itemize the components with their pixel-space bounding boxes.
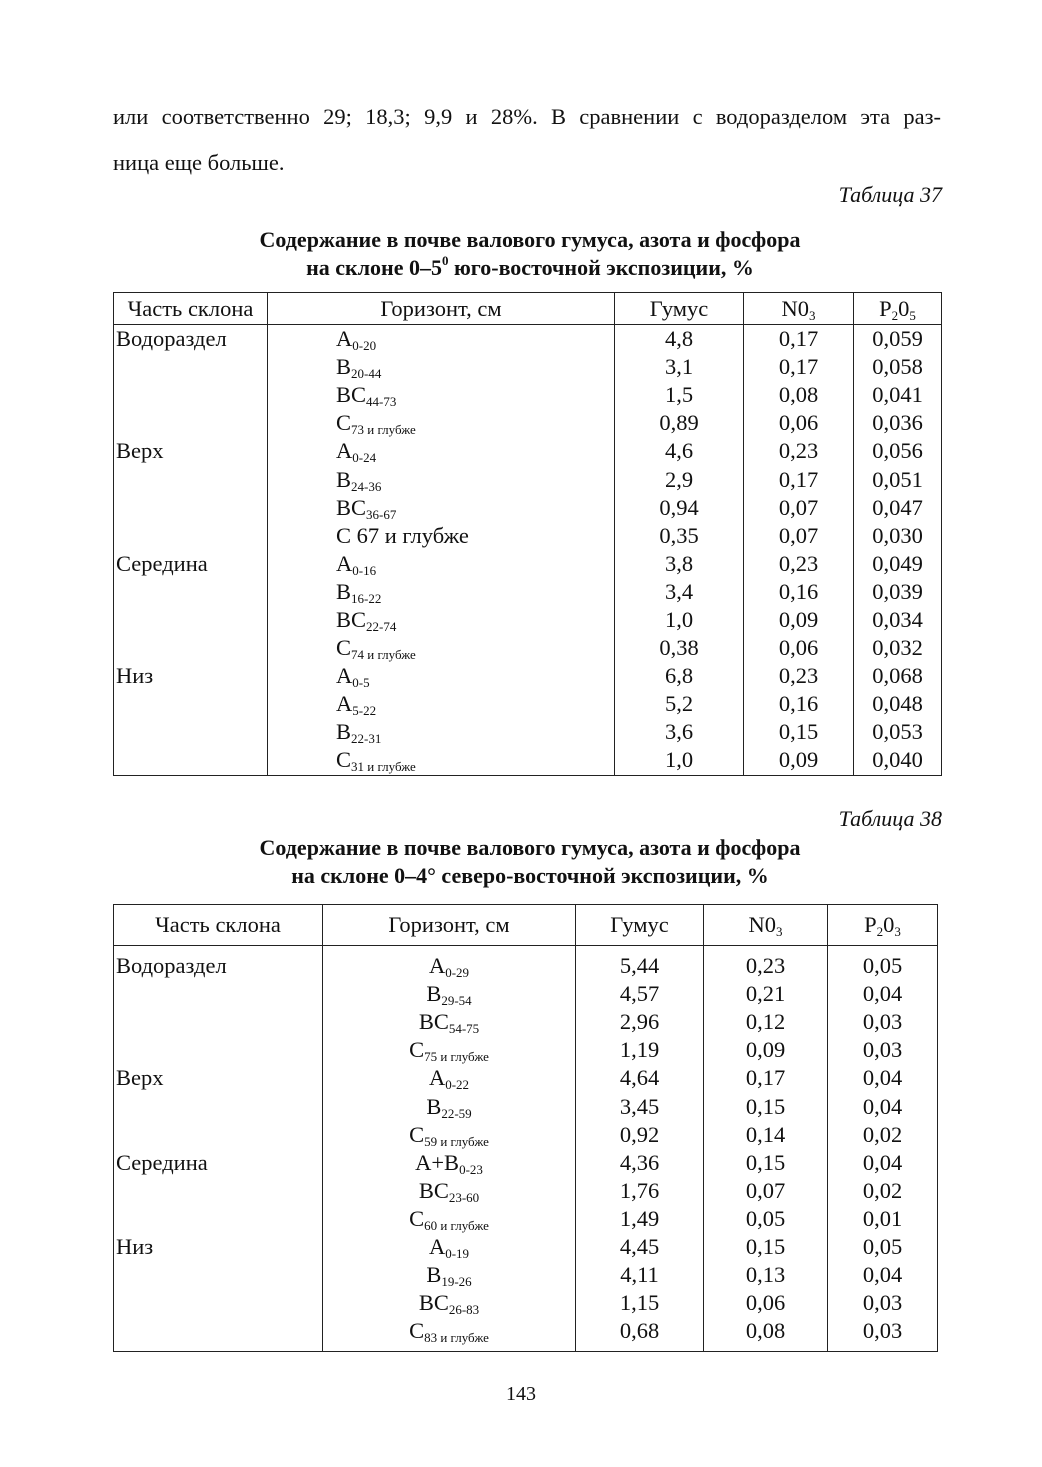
cell-no3: 0,07 xyxy=(704,1177,828,1205)
cell-horizon xyxy=(268,437,615,465)
cell-phosphorus: 0,05 xyxy=(828,946,938,981)
cell-no3: 0,17 xyxy=(744,353,854,381)
cell-phosphorus: 0,034 xyxy=(854,606,942,634)
horizon-base: BC xyxy=(336,382,367,408)
table-row xyxy=(114,325,942,354)
horizon-base: C 67 и глубже xyxy=(336,522,469,548)
cell-no3: 0,23 xyxy=(704,946,828,981)
horizon-base: C xyxy=(336,747,352,773)
table-row xyxy=(114,980,938,1008)
table-row xyxy=(114,1233,938,1261)
cell-part xyxy=(114,522,268,550)
cell-horizon xyxy=(323,1289,576,1317)
horizon-base: BC xyxy=(418,1290,449,1316)
cell-horizon xyxy=(268,381,615,409)
cell-humus: 1,0 xyxy=(615,606,744,634)
cell-part xyxy=(114,578,268,606)
cell-phosphorus: 0,036 xyxy=(854,409,942,437)
horizon-base: A xyxy=(336,326,353,352)
cell-humus: 0,38 xyxy=(615,634,744,662)
header-part: Часть склона xyxy=(114,293,268,325)
table-37-label: Таблица 37 xyxy=(838,182,942,207)
cell-phosphorus: 0,05 xyxy=(828,1233,938,1261)
cell-part xyxy=(114,1092,323,1120)
cell-phosphorus: 0,041 xyxy=(854,381,942,409)
cell-part: Верх xyxy=(114,1064,323,1092)
table-37 xyxy=(113,292,942,776)
cell-part: Верх xyxy=(114,437,268,465)
horizon-depth: 5-22 xyxy=(352,703,377,719)
cell-humus: 4,6 xyxy=(615,437,744,465)
cell-no3: 0,23 xyxy=(744,662,854,690)
horizon-depth: 74 и глубже xyxy=(351,647,416,663)
cell-no3: 0,15 xyxy=(744,718,854,746)
cell-horizon xyxy=(268,606,615,634)
cell-humus: 4,45 xyxy=(576,1233,704,1261)
table-row xyxy=(114,718,942,746)
table-row xyxy=(114,1064,938,1092)
horizon-base: C xyxy=(409,1205,425,1231)
cell-horizon xyxy=(268,718,615,746)
cell-part xyxy=(114,409,268,437)
cell-humus: 5,44 xyxy=(576,946,704,981)
horizon-depth: 44-73 xyxy=(366,394,397,410)
table-row xyxy=(114,606,942,634)
cell-humus: 1,5 xyxy=(615,381,744,409)
horizon-base: C xyxy=(409,1121,425,1147)
table-row xyxy=(114,662,942,690)
horizon-depth: 0-19 xyxy=(445,1245,470,1261)
cell-horizon xyxy=(268,578,615,606)
cell-horizon xyxy=(268,746,615,775)
horizon-base: B xyxy=(426,1262,442,1288)
cell-horizon xyxy=(323,1317,576,1352)
cell-horizon xyxy=(323,1036,576,1064)
horizon-base: C xyxy=(409,1318,425,1344)
cell-humus: 0,94 xyxy=(615,494,744,522)
cell-phosphorus: 0,056 xyxy=(854,437,942,465)
table-row xyxy=(114,465,942,493)
horizon-prefix: A+ xyxy=(415,1149,445,1175)
cell-no3: 0,09 xyxy=(744,746,854,775)
cell-humus: 2,9 xyxy=(615,465,744,493)
cell-horizon xyxy=(268,325,615,354)
cell-horizon xyxy=(268,522,615,550)
header-horizon: Горизонт, см xyxy=(268,293,615,325)
horizon-depth: 19-26 xyxy=(441,1274,472,1290)
cell-horizon xyxy=(268,550,615,578)
cell-no3: 0,06 xyxy=(744,409,854,437)
horizon-base: B xyxy=(336,578,352,604)
cell-humus: 3,6 xyxy=(615,718,744,746)
cell-humus: 4,11 xyxy=(576,1261,704,1289)
cell-no3: 0,17 xyxy=(744,325,854,354)
cell-humus: 1,76 xyxy=(576,1177,704,1205)
table-38-label: Таблица 38 xyxy=(838,806,942,831)
table-row xyxy=(114,494,942,522)
horizon-depth: 36-67 xyxy=(366,506,397,522)
header-no3: $N0_3$ xyxy=(704,905,828,946)
cell-no3: 0,17 xyxy=(704,1064,828,1092)
horizon-base: B xyxy=(426,1093,442,1119)
table-row xyxy=(114,381,942,409)
horizon-depth: 54-75 xyxy=(448,1021,480,1037)
cell-no3: 0,15 xyxy=(704,1149,828,1177)
cell-phosphorus: 0,02 xyxy=(828,1121,938,1149)
horizon-depth: 22-31 xyxy=(351,731,382,747)
cell-horizon xyxy=(323,1121,576,1149)
horizon-depth: 22-74 xyxy=(366,618,397,634)
header-humus: Гумус xyxy=(576,905,704,946)
cell-no3: 0,14 xyxy=(704,1121,828,1149)
horizon-base: B xyxy=(336,719,352,745)
cell-part xyxy=(114,381,268,409)
cell-humus: 4,57 xyxy=(576,980,704,1008)
table-row xyxy=(114,746,942,775)
cell-horizon xyxy=(268,494,615,522)
cell-phosphorus: 0,03 xyxy=(828,1317,938,1352)
cell-phosphorus: 0,04 xyxy=(828,980,938,1008)
cell-phosphorus: 0,030 xyxy=(854,522,942,550)
cell-horizon xyxy=(323,1092,576,1120)
cell-part xyxy=(114,980,323,1008)
horizon-base: B xyxy=(444,1149,460,1175)
horizon-base: B xyxy=(426,981,442,1007)
cell-no3: 0,13 xyxy=(704,1261,828,1289)
cell-humus: 0,92 xyxy=(576,1121,704,1149)
cell-no3: 0,16 xyxy=(744,690,854,718)
cell-phosphorus: 0,058 xyxy=(854,353,942,381)
table-row xyxy=(114,946,938,981)
cell-phosphorus: 0,068 xyxy=(854,662,942,690)
horizon-base: BC xyxy=(418,1177,449,1203)
cell-part: Водораздел xyxy=(114,325,268,354)
cell-no3: 0,09 xyxy=(744,606,854,634)
table-37-title-line-2: на склоне $0-5^0$ юго-восточной экспозиции, % xyxy=(306,253,754,280)
horizon-depth: 0-29 xyxy=(445,965,470,981)
cell-part xyxy=(114,746,268,775)
cell-horizon xyxy=(323,1205,576,1233)
cell-phosphorus: 0,03 xyxy=(828,1008,938,1036)
cell-phosphorus: 0,053 xyxy=(854,718,942,746)
cell-no3: 0,23 xyxy=(744,437,854,465)
horizon-base: A xyxy=(336,691,353,717)
cell-horizon xyxy=(323,980,576,1008)
cell-humus: 3,45 xyxy=(576,1092,704,1120)
cell-part xyxy=(114,634,268,662)
table-row xyxy=(114,1008,938,1036)
cell-horizon xyxy=(323,946,576,981)
table-row xyxy=(114,353,942,381)
cell-no3: 0,23 xyxy=(744,550,854,578)
table-37-header-row xyxy=(114,293,942,325)
cell-phosphorus: 0,047 xyxy=(854,494,942,522)
horizon-base: C xyxy=(336,635,352,661)
cell-no3: 0,07 xyxy=(744,522,854,550)
cell-horizon xyxy=(268,690,615,718)
cell-no3: 0,15 xyxy=(704,1092,828,1120)
table-row xyxy=(114,1092,938,1120)
table-38-title-line-1: Содержание в почве валового гумуса, азота и фосфора xyxy=(259,835,801,860)
cell-phosphorus: 0,04 xyxy=(828,1092,938,1120)
table-row xyxy=(114,437,942,465)
cell-horizon xyxy=(268,409,615,437)
table-row xyxy=(114,409,942,437)
horizon-depth: 26-83 xyxy=(448,1302,480,1318)
horizon-base: A xyxy=(428,953,446,979)
horizon-depth: 73 и глубже xyxy=(351,422,416,438)
cell-no3: 0,08 xyxy=(704,1317,828,1352)
horizon-depth: 20-44 xyxy=(351,366,382,382)
horizon-base: C xyxy=(409,1037,425,1063)
horizon-depth: 23-60 xyxy=(448,1189,480,1205)
intro-line-2: ница еще больше. xyxy=(113,150,285,175)
cell-humus: 0,68 xyxy=(576,1317,704,1352)
horizon-base: BC xyxy=(418,1009,449,1035)
cell-part xyxy=(114,690,268,718)
cell-no3: 0,17 xyxy=(744,465,854,493)
header-horizon: Горизонт, см xyxy=(323,905,576,946)
cell-humus: 3,1 xyxy=(615,353,744,381)
cell-part: Середина xyxy=(114,1149,323,1177)
header-part: Часть склона xyxy=(114,905,323,946)
cell-no3: 0,15 xyxy=(704,1233,828,1261)
cell-phosphorus: 0,039 xyxy=(854,578,942,606)
horizon-depth: 60 и глубже xyxy=(424,1217,489,1233)
cell-horizon xyxy=(323,1177,576,1205)
cell-horizon xyxy=(323,1233,576,1261)
cell-no3: 0,07 xyxy=(744,494,854,522)
cell-phosphorus: 0,059 xyxy=(854,325,942,354)
table-37-title xyxy=(100,226,960,282)
cell-part xyxy=(114,1317,323,1352)
cell-phosphorus: 0,049 xyxy=(854,550,942,578)
table-row xyxy=(114,1205,938,1233)
table-row xyxy=(114,1261,938,1289)
table-row xyxy=(114,1289,938,1317)
horizon-base: A xyxy=(336,663,353,689)
cell-part xyxy=(114,465,268,493)
horizon-depth: 24-36 xyxy=(351,478,382,494)
cell-humus: 4,64 xyxy=(576,1064,704,1092)
cell-humus: 4,8 xyxy=(615,325,744,354)
horizon-base: A xyxy=(336,438,353,464)
cell-no3: 0,06 xyxy=(744,634,854,662)
cell-no3: 0,08 xyxy=(744,381,854,409)
horizon-depth: 0-20 xyxy=(352,338,377,354)
table-row xyxy=(114,1149,938,1177)
cell-humus: 1,49 xyxy=(576,1205,704,1233)
cell-horizon xyxy=(268,662,615,690)
cell-horizon xyxy=(268,465,615,493)
cell-humus: 1,15 xyxy=(576,1289,704,1317)
horizon-depth: 0-22 xyxy=(445,1077,470,1093)
header-no3: $N0_3$ xyxy=(744,293,854,325)
table-38-title xyxy=(100,834,960,890)
cell-no3: 0,09 xyxy=(704,1036,828,1064)
cell-part: Низ xyxy=(114,1233,323,1261)
cell-humus: 3,4 xyxy=(615,578,744,606)
cell-phosphorus: 0,01 xyxy=(828,1205,938,1233)
cell-part xyxy=(114,718,268,746)
table-row xyxy=(114,1317,938,1352)
horizon-depth: 0-5 xyxy=(352,675,370,691)
cell-humus: 5,2 xyxy=(615,690,744,718)
cell-part xyxy=(114,494,268,522)
cell-no3: 0,06 xyxy=(704,1289,828,1317)
table-37-title-line-1: Содержание в почве валового гумуса, азота и фосфора xyxy=(259,227,801,252)
horizon-depth: 31 и глубже xyxy=(351,759,416,775)
cell-part xyxy=(114,1008,323,1036)
cell-phosphorus: 0,02 xyxy=(828,1177,938,1205)
cell-no3: 0,12 xyxy=(704,1008,828,1036)
horizon-base: C xyxy=(336,410,352,436)
horizon-depth: 29-54 xyxy=(441,993,472,1009)
intro-paragraph xyxy=(113,94,941,186)
cell-part: Низ xyxy=(114,662,268,690)
cell-humus: 2,96 xyxy=(576,1008,704,1036)
horizon-depth: 0-24 xyxy=(352,450,377,466)
horizon-base: B xyxy=(336,354,352,380)
cell-humus: 0,35 xyxy=(615,522,744,550)
horizon-depth: 22-59 xyxy=(441,1105,472,1121)
cell-part xyxy=(114,1036,323,1064)
table-38-title-line-2: на склоне 0–4° северо-восточной экспозиции, % xyxy=(291,863,769,888)
cell-horizon xyxy=(323,1261,576,1289)
header-p2o5: $P_20_5$ xyxy=(854,293,942,325)
cell-part xyxy=(114,1261,323,1289)
horizon-base: B xyxy=(336,466,352,492)
horizon-depth: 59 и глубже xyxy=(424,1133,489,1149)
cell-no3: 0,21 xyxy=(704,980,828,1008)
horizon-depth: 75 и глубже xyxy=(424,1049,489,1065)
cell-phosphorus: 0,03 xyxy=(828,1036,938,1064)
horizon-depth: 83 и глубже xyxy=(424,1330,489,1346)
horizon-depth: 16-22 xyxy=(351,590,382,606)
cell-part xyxy=(114,353,268,381)
intro-line-1: или соответственно 29; 18,3; 9,9 и 28%. В сравнении с водоразделом эта раз- xyxy=(113,104,941,129)
cell-part xyxy=(114,1289,323,1317)
horizon-base: A xyxy=(336,550,353,576)
header-p2o3: $P_20_3$ xyxy=(828,905,938,946)
cell-horizon xyxy=(323,1149,576,1177)
cell-phosphorus: 0,04 xyxy=(828,1149,938,1177)
table-row xyxy=(114,578,942,606)
horizon-depth: 0-23 xyxy=(459,1161,483,1177)
cell-phosphorus: 0,051 xyxy=(854,465,942,493)
horizon-base: A xyxy=(428,1065,446,1091)
cell-humus: 3,8 xyxy=(615,550,744,578)
cell-humus: 6,8 xyxy=(615,662,744,690)
table-row xyxy=(114,1177,938,1205)
cell-horizon xyxy=(323,1008,576,1036)
cell-humus: 4,36 xyxy=(576,1149,704,1177)
cell-phosphorus: 0,032 xyxy=(854,634,942,662)
table-row xyxy=(114,1121,938,1149)
table-row xyxy=(114,634,942,662)
cell-phosphorus: 0,048 xyxy=(854,690,942,718)
cell-humus: 1,0 xyxy=(615,746,744,775)
table-row xyxy=(114,1036,938,1064)
cell-part xyxy=(114,1205,323,1233)
cell-part: Водораздел xyxy=(114,946,323,981)
table-38 xyxy=(113,904,938,1352)
cell-part xyxy=(114,1121,323,1149)
cell-part: Середина xyxy=(114,550,268,578)
horizon-depth: 0-16 xyxy=(352,562,377,578)
cell-part xyxy=(114,606,268,634)
horizon-base: BC xyxy=(336,494,367,520)
cell-horizon xyxy=(268,353,615,381)
table-row xyxy=(114,690,942,718)
horizon-base: A xyxy=(428,1233,446,1259)
cell-horizon xyxy=(323,1064,576,1092)
table-38-header-row xyxy=(114,905,938,946)
header-humus: Гумус xyxy=(615,293,744,325)
cell-horizon xyxy=(268,634,615,662)
cell-no3: 0,05 xyxy=(704,1205,828,1233)
cell-humus: 1,19 xyxy=(576,1036,704,1064)
cell-part xyxy=(114,1177,323,1205)
cell-humus: 0,89 xyxy=(615,409,744,437)
table-row xyxy=(114,550,942,578)
cell-phosphorus: 0,04 xyxy=(828,1261,938,1289)
horizon-base: BC xyxy=(336,606,367,632)
page-number: 143 xyxy=(506,1383,536,1405)
cell-phosphorus: 0,03 xyxy=(828,1289,938,1317)
cell-phosphorus: 0,040 xyxy=(854,746,942,775)
cell-phosphorus: 0,04 xyxy=(828,1064,938,1092)
cell-no3: 0,16 xyxy=(744,578,854,606)
table-row xyxy=(114,522,942,550)
